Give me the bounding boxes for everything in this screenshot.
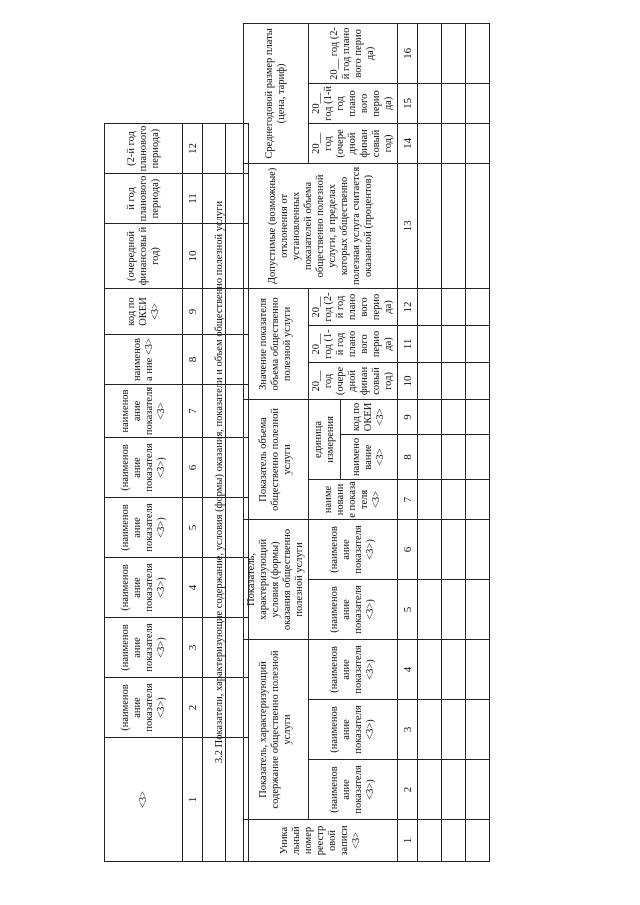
data-cell (418, 325, 442, 362)
data-cell (466, 123, 490, 163)
header-row (105, 124, 183, 862)
data-cell (418, 362, 442, 399)
column-number: 9 (183, 289, 203, 335)
data-cell (466, 639, 490, 699)
indicator-name-header: (наименов ание показателя <3>) (309, 700, 398, 760)
data-cell (418, 399, 442, 434)
header-cell: наименов ание показателя <3> (105, 385, 183, 438)
data-cell (466, 579, 490, 639)
content-indicator-header: Показатель, характеризующий содержание общественно полезной услуги (244, 639, 309, 819)
header-cell: (наименов ание показателя <3>) (105, 438, 183, 498)
column-number: 15 (398, 83, 418, 123)
data-cell (466, 434, 490, 479)
column-number: 13 (398, 163, 418, 288)
data-cell (418, 760, 442, 820)
column-number: 8 (183, 335, 203, 385)
data-cell (418, 163, 442, 288)
conditions-indicator-header: Показатель, характеризующий условия (формы) оказания общественно полезной услуги (244, 519, 309, 639)
data-cell (442, 434, 466, 479)
column-number: 11 (183, 174, 203, 224)
year-header: 20__ год (очере дной финан совый год) (309, 362, 398, 399)
data-cell (466, 362, 490, 399)
data-cell (442, 639, 466, 699)
data-cell (442, 519, 466, 579)
column-number: 3 (183, 618, 203, 678)
data-cell (466, 83, 490, 123)
data-cell (442, 83, 466, 123)
header-group-row (244, 23, 309, 861)
indicator-name-header: (наименов ание показателя <3>) (309, 639, 398, 699)
data-cell (466, 399, 490, 434)
header-cell: (наименов ание показателя <3>) (105, 558, 183, 618)
header-cell: (наименов ание показателя <3>) (105, 498, 183, 558)
column-number: 8 (398, 434, 418, 479)
data-cell (442, 399, 466, 434)
unit-header: единица измерения (309, 399, 341, 479)
column-number: 1 (183, 738, 203, 862)
column-number: 11 (398, 325, 418, 362)
data-cell (418, 479, 442, 519)
column-number: 4 (398, 639, 418, 699)
data-cell (442, 163, 466, 288)
data-cell (466, 479, 490, 519)
column-number: 16 (398, 23, 418, 83)
number-row (398, 23, 418, 861)
column-number: 6 (183, 438, 203, 498)
volume-value-header: Значение показателя объема общественно полезной услуги (244, 288, 309, 399)
column-number: 5 (398, 579, 418, 639)
header-cell: (наименов ание показателя <3>) (105, 678, 183, 738)
column-number: 14 (398, 123, 418, 163)
column-number: 3 (398, 700, 418, 760)
data-row (442, 23, 466, 861)
data-cell (442, 579, 466, 639)
data-cell (442, 760, 466, 820)
column-number: 7 (398, 479, 418, 519)
data-cell (466, 519, 490, 579)
data-cell (442, 479, 466, 519)
data-cell (442, 123, 466, 163)
column-number: 12 (398, 288, 418, 325)
data-cell (418, 123, 442, 163)
data-cell (466, 820, 490, 862)
header-cell: наименова ние <3> (105, 335, 183, 385)
price-header: Среднегодовой размер платы (цена, тариф) (244, 23, 309, 163)
data-cell (442, 325, 466, 362)
data-cell (418, 579, 442, 639)
column-number: 6 (398, 519, 418, 579)
header-cell: <3> (105, 738, 183, 862)
column-number: 7 (183, 385, 203, 438)
section-title: 3.2 Показатели, характеризующие содержание, условия (формы) оказания, показатели и объем общественно полезной услуги (214, 200, 225, 764)
data-row (466, 23, 490, 861)
unique-number-header: Уника льный номер реестр овой записи <3> (244, 820, 398, 862)
data-cell (442, 820, 466, 862)
data-cell (418, 434, 442, 479)
column-number: 5 (183, 498, 203, 558)
unit-name-header: наимено вание <3> (341, 434, 398, 479)
data-cell (442, 23, 466, 83)
data-cell (418, 639, 442, 699)
data-cell (466, 23, 490, 83)
column-number: 2 (398, 760, 418, 820)
header-cell: (наименов ание показателя <3>) (105, 618, 183, 678)
okei-code-header: код по ОКЕИ <3> (341, 399, 398, 434)
column-number: 1 (398, 820, 418, 862)
header-cell: (2-й год планового периода) (105, 124, 183, 174)
header-cell: (очередной финансовы й год) (105, 224, 183, 289)
data-cell (418, 23, 442, 83)
table-continuation (104, 123, 249, 862)
data-cell (466, 760, 490, 820)
column-number: 10 (398, 362, 418, 399)
data-cell (442, 700, 466, 760)
data-cell (418, 288, 442, 325)
deviations-header: Допустимые (возможные) отклонения от установленных показателей объема общественно полезной услуги, в пределах которых общественно полезная услуга считается оказанной (процентов) (244, 163, 398, 288)
year-header: 20__ год (2-й год плано вого перио да) (309, 288, 398, 325)
data-cell (442, 288, 466, 325)
volume-name-header: наиме новани е показа теля <3> (309, 479, 398, 519)
number-row (183, 124, 203, 862)
data-cell (418, 83, 442, 123)
data-cell (466, 288, 490, 325)
indicator-name-header: (наименов ание показателя <3>) (309, 519, 398, 579)
price-year-header: 20__ год (1-й год плано вого перио да) (309, 83, 398, 123)
indicator-name-header: (наименов ание показателя <3>) (309, 760, 398, 820)
column-number: 12 (183, 124, 203, 174)
data-cell (466, 325, 490, 362)
column-number: 9 (398, 399, 418, 434)
data-cell (418, 820, 442, 862)
indicator-name-header: (наименов ание показателя <3>) (309, 579, 398, 639)
price-year-header: 20__ год (2-й год плано вого перио да) (309, 23, 398, 83)
header-cell: й год планового периода) (105, 174, 183, 224)
year-header: 20__ год (1-й год плано вого перио да) (309, 325, 398, 362)
column-number: 2 (183, 678, 203, 738)
data-row (418, 23, 442, 861)
data-cell (418, 519, 442, 579)
data-cell (418, 700, 442, 760)
column-number: 10 (183, 224, 203, 289)
data-cell (466, 700, 490, 760)
price-year-header: 20__ год (очере дной финан совый год) (309, 123, 398, 163)
data-cell (466, 163, 490, 288)
column-number: 4 (183, 558, 203, 618)
data-cell (442, 362, 466, 399)
header-cell: код по ОКЕИ <3> (105, 289, 183, 335)
header-sub-row (309, 23, 341, 861)
service-volume-table (243, 23, 490, 862)
volume-indicator-header: Показатель объема общественно полезной услуги (244, 399, 309, 519)
